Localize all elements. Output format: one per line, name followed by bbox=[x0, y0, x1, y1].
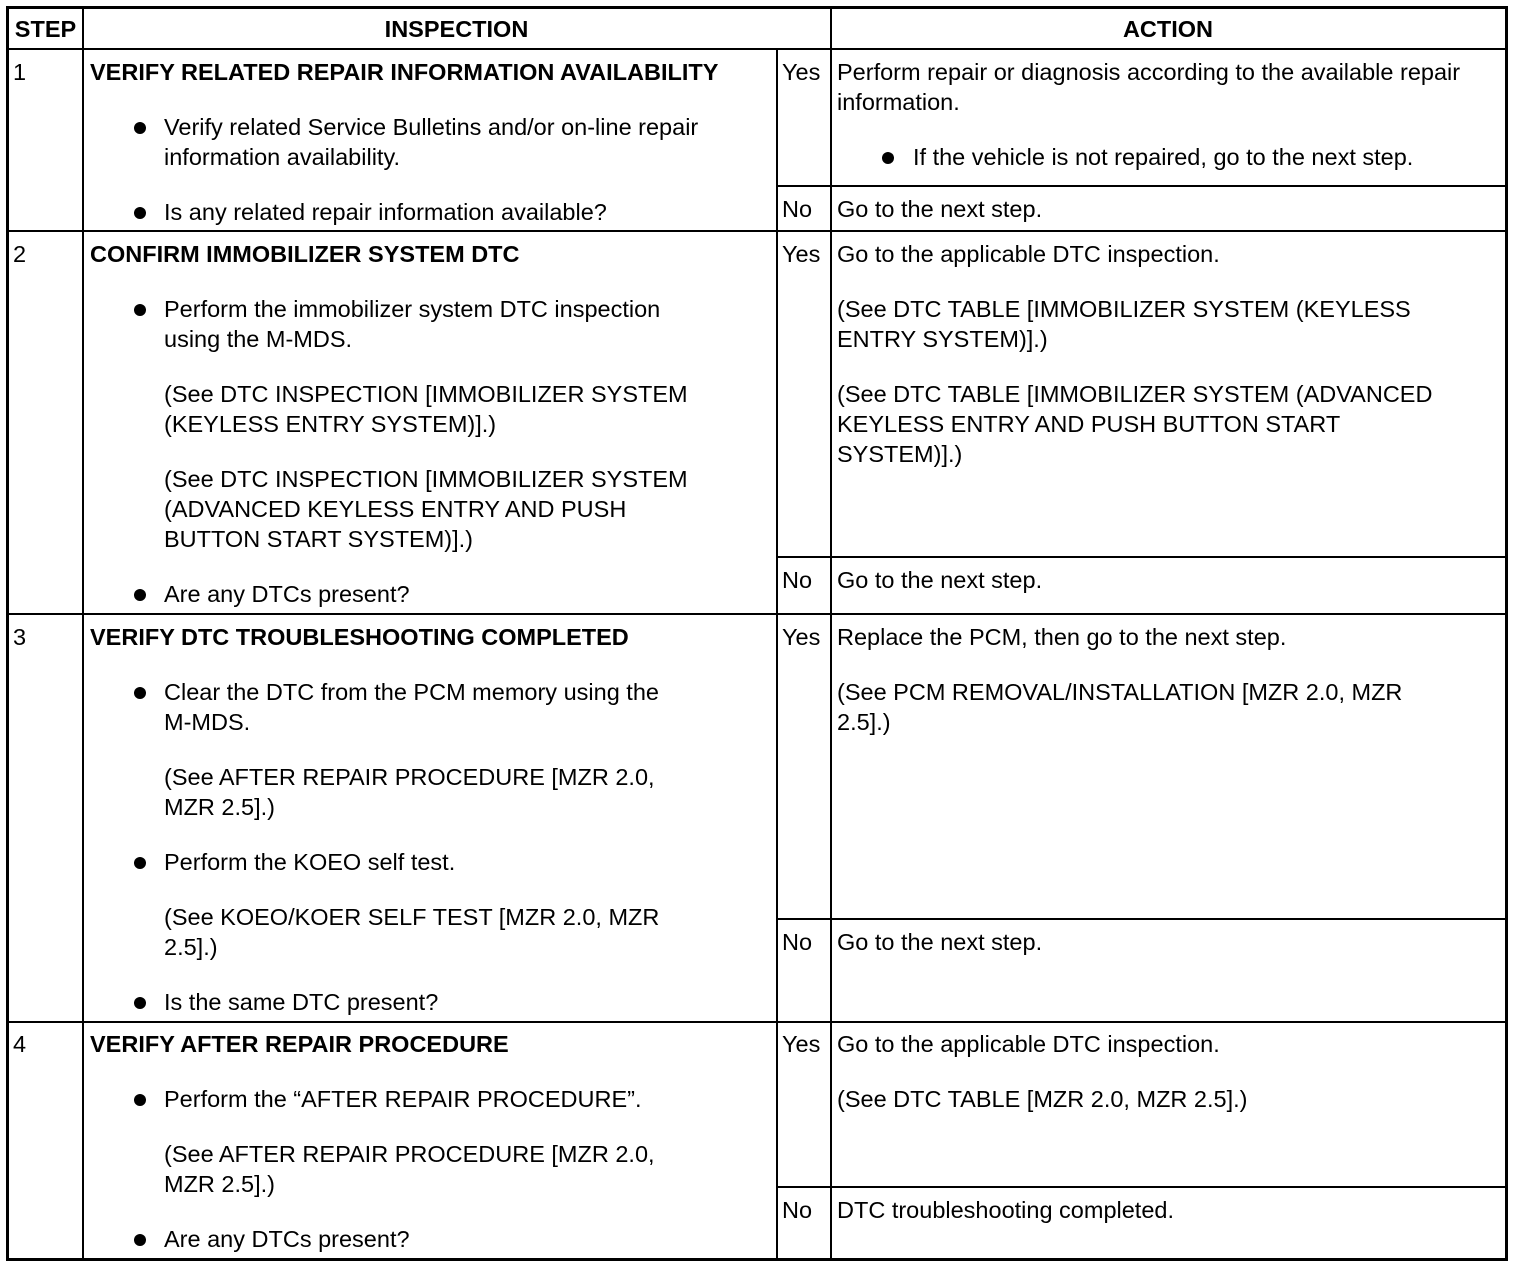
yes-label: Yes bbox=[782, 59, 821, 85]
step-number: 1 bbox=[13, 59, 27, 85]
no-action: Go to the next step. bbox=[837, 929, 1043, 955]
col-divider-step bbox=[82, 9, 84, 1258]
col-divider-action bbox=[830, 9, 832, 1258]
inspection-item: Clear the DTC from the PCM memory using the M-MDS. bbox=[164, 679, 659, 735]
yes-reference: (See PCM REMOVAL/INSTALLATION [MZR 2.0, MZR 2.5].) bbox=[837, 679, 1403, 735]
yes-action: Go to the applicable DTC inspection. bbox=[837, 241, 1220, 267]
inspection-reference: (See DTC INSPECTION [IMMOBILIZER SYSTEM (ADVANCED KEYLESS ENTRY AND PUSH BUTTON START SYSTEM)].) bbox=[164, 466, 688, 552]
header-action: ACTION bbox=[1122, 16, 1214, 42]
inspection-item: Perform the “AFTER REPAIR PROCEDURE”. bbox=[164, 1086, 642, 1112]
step-number: 2 bbox=[13, 241, 27, 267]
no-label: No bbox=[782, 196, 813, 222]
bullet-icon bbox=[134, 687, 146, 699]
bullet-icon bbox=[134, 207, 146, 219]
yes-label: Yes bbox=[782, 624, 821, 650]
yes-reference: (See DTC TABLE [IMMOBILIZER SYSTEM (KEYLESS ENTRY SYSTEM)].) bbox=[837, 296, 1411, 352]
inspection-item: Perform the immobilizer system DTC inspection using the M-MDS. bbox=[164, 296, 661, 352]
row-divider-3 bbox=[9, 1021, 1505, 1023]
bullet-icon bbox=[134, 589, 146, 601]
yes-action-note: If the vehicle is not repaired, go to the next step. bbox=[913, 144, 1414, 170]
bullet-icon bbox=[134, 1234, 146, 1246]
diagnostic-table bbox=[6, 6, 1508, 1261]
yesno-divider-4 bbox=[776, 1186, 1505, 1188]
yes-reference: (See DTC TABLE [MZR 2.0, MZR 2.5].) bbox=[837, 1086, 1248, 1112]
yes-action: Replace the PCM, then go to the next step. bbox=[837, 624, 1287, 650]
header-divider bbox=[9, 48, 1505, 50]
bullet-icon bbox=[134, 122, 146, 134]
no-action: Go to the next step. bbox=[837, 567, 1043, 593]
step-number: 3 bbox=[13, 624, 27, 650]
no-action: DTC troubleshooting completed. bbox=[837, 1197, 1175, 1223]
inspection-question: Is any related repair information available? bbox=[164, 199, 607, 225]
no-label: No bbox=[782, 1197, 813, 1223]
yesno-divider-2 bbox=[776, 556, 1505, 558]
bullet-icon bbox=[882, 152, 894, 164]
bullet-icon bbox=[134, 1094, 146, 1106]
inspection-reference: (See AFTER REPAIR PROCEDURE [MZR 2.0, MZR 2.5].) bbox=[164, 1141, 655, 1197]
no-label: No bbox=[782, 567, 813, 593]
inspection-reference: (See DTC INSPECTION [IMMOBILIZER SYSTEM (KEYLESS ENTRY SYSTEM)].) bbox=[164, 381, 688, 437]
row-divider-1 bbox=[9, 230, 1505, 232]
bullet-icon bbox=[134, 857, 146, 869]
row-divider-2 bbox=[9, 613, 1505, 615]
yes-label: Yes bbox=[782, 241, 821, 267]
inspection-question: Are any DTCs present? bbox=[164, 581, 410, 607]
inspection-item: Verify related Service Bulletins and/or on-line repair information availability. bbox=[164, 114, 699, 170]
yes-action: Go to the applicable DTC inspection. bbox=[837, 1031, 1220, 1057]
header-inspection: INSPECTION bbox=[384, 16, 529, 42]
no-label: No bbox=[782, 929, 813, 955]
inspection-item: Perform the KOEO self test. bbox=[164, 849, 456, 875]
inspection-question: Are any DTCs present? bbox=[164, 1226, 410, 1252]
yesno-divider-1 bbox=[776, 185, 1505, 187]
no-action: Go to the next step. bbox=[837, 196, 1043, 222]
step-number: 4 bbox=[13, 1031, 27, 1057]
yes-reference: (See DTC TABLE [IMMOBILIZER SYSTEM (ADVANCED KEYLESS ENTRY AND PUSH BUTTON START SYSTEM)].) bbox=[837, 381, 1433, 467]
inspection-reference: (See KOEO/KOER SELF TEST [MZR 2.0, MZR 2.5].) bbox=[164, 904, 660, 960]
bullet-icon bbox=[134, 304, 146, 316]
bullet-icon bbox=[134, 997, 146, 1009]
yesno-divider-3 bbox=[776, 918, 1505, 920]
inspection-question: Is the same DTC present? bbox=[164, 989, 439, 1015]
step-title: VERIFY AFTER REPAIR PROCEDURE bbox=[90, 1031, 509, 1057]
step-title: VERIFY DTC TROUBLESHOOTING COMPLETED bbox=[90, 624, 629, 650]
step-title: CONFIRM IMMOBILIZER SYSTEM DTC bbox=[90, 241, 520, 267]
inspection-reference: (See AFTER REPAIR PROCEDURE [MZR 2.0, MZR 2.5].) bbox=[164, 764, 655, 820]
yes-action: Perform repair or diagnosis according to the available repair information. bbox=[837, 59, 1461, 115]
header-step: STEP bbox=[14, 16, 77, 42]
yes-label: Yes bbox=[782, 1031, 821, 1057]
step-title: VERIFY RELATED REPAIR INFORMATION AVAILABILITY bbox=[90, 59, 719, 85]
